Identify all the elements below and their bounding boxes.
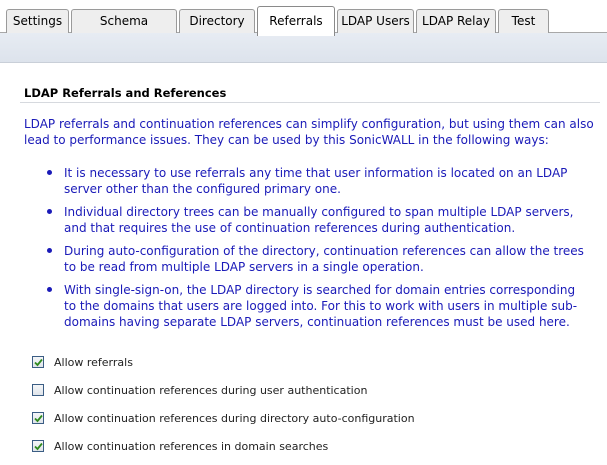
tab-referrals[interactable]: Referrals [257,6,335,36]
list-item [44,282,589,330]
allow-referrals-checkbox[interactable] [32,356,44,368]
usage-list [44,165,589,337]
continuation-autoconfig-checkbox[interactable] [32,412,44,424]
section-title: LDAP Referrals and References [24,86,227,100]
tab-bar [0,0,607,36]
tab-ldap-relay[interactable]: LDAP Relay [416,9,496,33]
continuation-domain-search-checkbox[interactable] [32,440,44,452]
checkmark-icon [34,358,43,367]
tab-test[interactable]: Test [498,9,549,33]
bullet-icon [47,209,52,214]
section-divider [20,102,600,103]
list-item [44,204,589,236]
tab-content-band [0,32,607,63]
bullet-icon [47,248,52,253]
intro-text: LDAP referrals and continuation references can simplify configuration, but using them can also lead to performance issues. They can be used by this SonicWALL in the following ways: [24,117,594,147]
list-item-text: With single-sign-on, the LDAP directory is searched for domain entries corresponding to the domains that users are logged into. For this to work with users in multiple sub-domains having separate LDAP servers, continuation references must be used here. [64,283,578,329]
list-item-text: It is necessary to use referrals any time that user information is located on an LDAP server other than the configured primary one. [64,166,568,196]
list-item-text: During auto-configuration of the directory, continuation references can allow the trees to be read from multiple LDAP servers in a single operation. [64,244,584,274]
option-continuation-autoconfig[interactable] [32,410,552,426]
option-allow-referrals[interactable] [32,354,552,370]
bullet-icon [47,287,52,292]
checkmark-icon [34,414,43,423]
allow-referrals-label: Allow referrals [54,355,133,369]
bullet-icon [47,170,52,175]
tab-schema[interactable]: Schema [71,9,177,33]
continuation-autoconfig-label: Allow continuation references during directory auto-configuration [54,411,415,425]
checkmark-icon [34,442,43,451]
option-continuation-domain-search[interactable] [32,438,552,454]
continuation-auth-label: Allow continuation references during user authentication [54,383,368,397]
continuation-auth-checkbox[interactable] [32,384,44,396]
option-continuation-auth[interactable] [32,382,552,398]
list-item [44,243,589,275]
tab-directory[interactable]: Directory [179,9,255,33]
continuation-domain-search-label: Allow continuation references in domain searches [54,439,329,453]
list-item-text: Individual directory trees can be manually configured to span multiple LDAP servers, and that requires the use of continuation references during authentication. [64,205,574,235]
list-item [44,165,589,197]
tab-settings[interactable]: Settings [6,9,69,33]
tab-ldap-users[interactable]: LDAP Users [337,9,414,33]
